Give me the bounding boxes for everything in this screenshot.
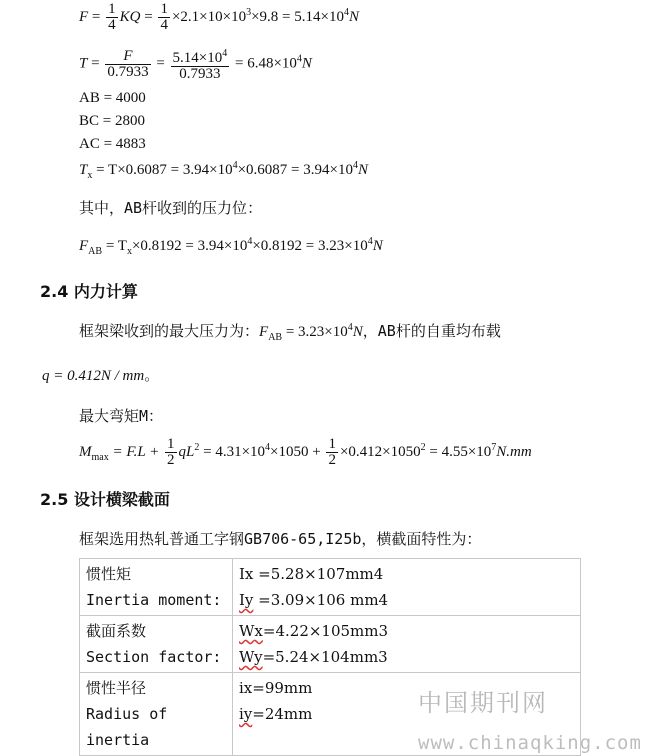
force-equation: F = $\frac{1}{4}$ KQ = $\frac{1}{4}$ $\times 2.1\times 10\times 10^3\times 9.8 = 5.14\times 10^4N$ [79, 1, 359, 33]
property-label: 截面系数 Section factor: [80, 616, 233, 673]
property-value: Wx=4.22×105mm3 Wy=5.24×104mm3 [233, 616, 581, 673]
max-moment-text: 最大弯矩M： [79, 407, 164, 425]
fraction: $\frac{1}{4}$ [160, 1, 168, 33]
max-moment-equation: $M_{max} = F.L$ + $\frac{1}{2}$ $qL^2 = 4.31\times 10^4\times 1050$ + $\frac{1}{2}$ $\times 0.412\times 1050^2 = 4.55\times 10^7N.mm$ [79, 436, 532, 468]
watermark-cn: 中国期刊网 [418, 689, 548, 717]
section-2-5-heading: 2.5 设计横梁截面 [40, 490, 170, 509]
bc-length: BC = 2800 [79, 113, 145, 129]
tx-equation: $T_x = T\times 0.6087 = 3.94\times 10^4\times 0.6087 = 3.94\times 10^4N$ [79, 160, 368, 181]
watermark-url: www.chinaqking.com [418, 732, 642, 754]
steel-selection-text: 框架选用热轧普通工字钢GB706-65,I25b，横截面特性为： [79, 530, 482, 548]
property-label: 惯性半径 Radius of inertia [80, 673, 233, 756]
fraction: $\frac{1}{2}$ [328, 436, 336, 468]
table-row [80, 559, 581, 616]
ab-length: AB = 4000 [79, 90, 146, 106]
tension-equation: T = $\frac{F}{0.7933}$ = $\frac{5.14\times 10^4}{0.7933}$ = $6.48\times 10^4N$ [79, 47, 312, 82]
fraction: $\frac{F}{0.7933}$ [107, 47, 149, 80]
fraction: $\frac{5.14\times 10^4}{0.7933}$ [172, 48, 228, 82]
ab-force-text: 其中，AB杆收到的压力位： [79, 199, 263, 217]
table-row [80, 616, 581, 673]
fraction: $\frac{1}{2}$ [167, 436, 175, 468]
section-2-4-heading: 2.4 内力计算 [40, 282, 138, 301]
q-load-equation: q = 0.412N / mm。 [42, 366, 160, 384]
property-label: 惯性矩 Inertia moment: [80, 559, 233, 616]
fab-equation: $F_{AB} = T_x\times 0.8192 = 3.94\times 10^4\times 0.8192 = 3.23\times 10^4N$ [79, 236, 383, 257]
property-value: ix=99mm iy=24mm [233, 673, 581, 756]
eq-term: KQ [119, 8, 141, 25]
section-properties-table [79, 558, 581, 756]
fraction: $\frac{1}{4}$ [108, 1, 116, 33]
max-pressure-line: 框架梁收到的最大压力为：$F_{AB} = 3.23\times 10^4N$，AB杆的自重均布载 [79, 322, 501, 343]
ac-length: AC = 4883 [79, 136, 146, 152]
property-value: Ix =5.28×107mm4 Iy =3.09×106 mm4 [233, 559, 581, 616]
eq-symbol: F [79, 8, 89, 25]
